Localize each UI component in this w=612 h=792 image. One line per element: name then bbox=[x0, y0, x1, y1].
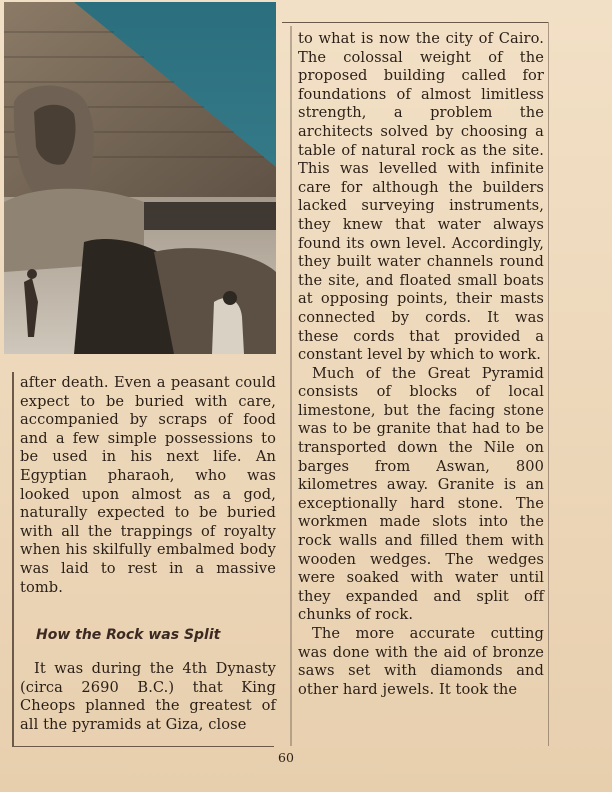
right-paragraph-1: to what is now the city of Cairo. The colossal weight of the proposed building called for foundations of almost limitless strength, a problem the architects solved by choosing a table of natural rock as the site. This was levelled with infinite care for although the builders lacked surveying instruments, they knew that water always found its own level. Accordingly, they built water channels round the site, and floated small boats at opposing points, their masts connected by cords. It was these cords that provided a constant level by which to work. bbox=[298, 30, 544, 364]
left-column-lower bbox=[20, 660, 276, 734]
left-column-rule bbox=[12, 372, 14, 746]
photo-illustration bbox=[4, 2, 276, 354]
section-heading: How the Rock was Split bbox=[36, 627, 221, 643]
left-paragraph-1: after death. Even a peasant could expect to be buried with care, accompanied by scraps of food and a few simple possessions to be used in his next life. An Egyptian pharaoh, who was looked upon almost as a god, naturally expected to be buried with all the trappings of royalty when his skilfully embalmed body was laid to rest in a massive tomb. bbox=[20, 374, 276, 596]
left-paragraph-2: It was during the 4th Dynasty (circa 2690 B.C.) that King Cheops planned the greatest of all the pyramids at Giza, close bbox=[20, 660, 276, 733]
sphinx-and-pyramid-photo bbox=[4, 2, 276, 354]
left-column-bottom-rule bbox=[12, 746, 274, 747]
right-paragraph-3: The more accurate cutting was done with the aid of bronze saws set with diamonds and other hard jewels. It took the bbox=[298, 625, 544, 698]
page-number: 60 bbox=[278, 750, 294, 765]
right-column-rule bbox=[290, 26, 292, 746]
right-paragraph-2: Much of the Great Pyramid consists of blocks of local limestone, but the facing stone was to be granite that had to be transported down the Nile on barges from Aswan, 800 kilometres away. Granite is an exceptionally hard stone. The workmen made slots into the rock walls and filled them with wooden wedges. The wedges were soaked with water until they expanded and split off chunks of rock. bbox=[298, 364, 544, 624]
right-column-top-rule bbox=[282, 22, 548, 23]
right-column bbox=[298, 30, 544, 699]
left-column bbox=[20, 374, 276, 597]
right-column-edge-rule bbox=[548, 22, 549, 746]
